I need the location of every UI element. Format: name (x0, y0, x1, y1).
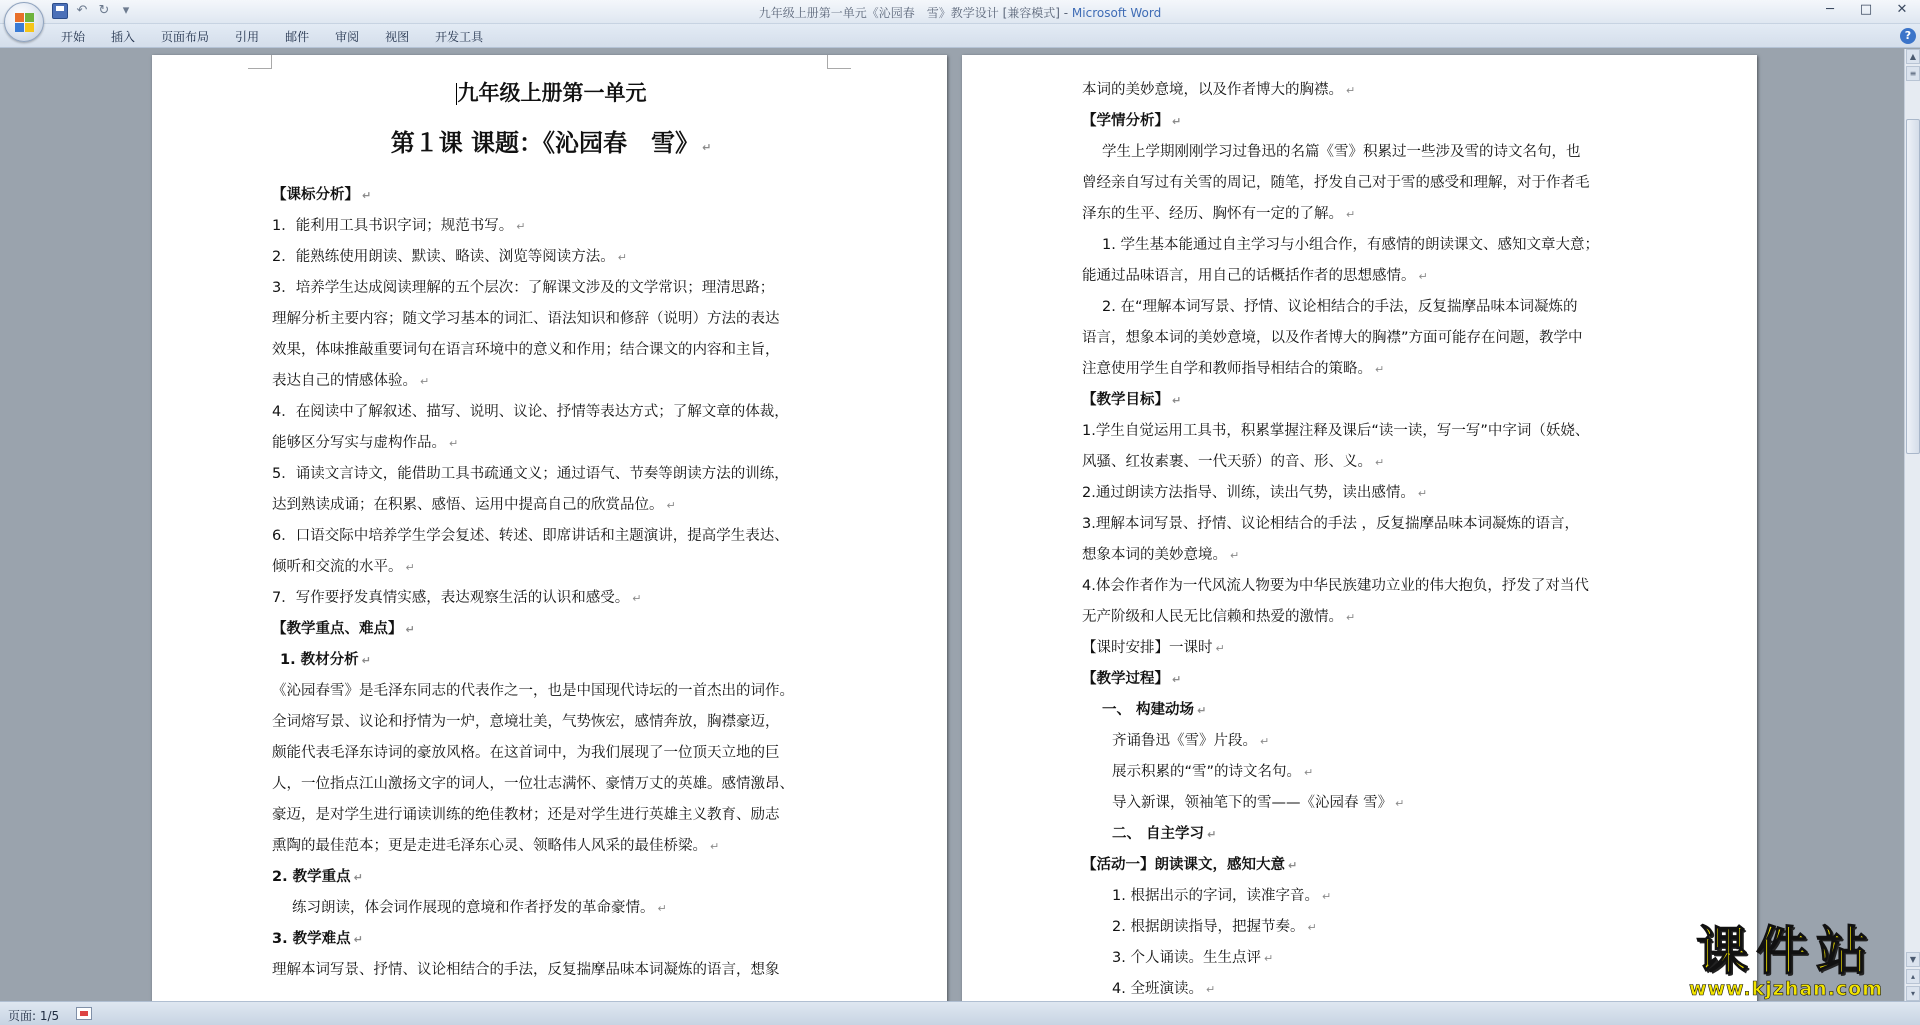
maximize-button[interactable]: □ (1859, 2, 1873, 17)
paragraph: 1.学生自觉运用工具书，积累掌握注释及课后“读一读，写一写”中字词（妖娆、 (1082, 423, 1590, 439)
lesson-title: 第１课 课题：《沁园春 雪》 ↵ (390, 129, 712, 157)
vertical-scrollbar[interactable] (1904, 49, 1920, 1001)
window-title (0, 4, 1920, 21)
paragraph: 注意使用学生自学和教师指导相结合的策略。 ↵ (1082, 361, 1385, 377)
paragraph: 表达自己的情感体验。 ↵ (272, 373, 430, 389)
subheading: 2. 教学重点 ↵ (272, 869, 363, 885)
quick-access-toolbar (52, 3, 134, 19)
paragraph: 1. 学生基本能通过自主学习与小组合作，有感情的朗读课文、感知文章大意； (1102, 237, 1599, 253)
paragraph: 豪迈，是对学生进行诵读训练的绝佳教材；还是对学生进行英雄主义教育、励志 (272, 807, 780, 823)
watermark-url: www.kjzhan.com (1688, 978, 1884, 1000)
section-heading: 【学情分析】 ↵ (1082, 113, 1182, 129)
margin-corner (827, 55, 851, 69)
window-controls (1812, 0, 1920, 22)
tab-view[interactable]: 视图 (385, 30, 410, 44)
previous-page-icon[interactable]: ▴ (1906, 969, 1920, 984)
document-title: 九年级上册第一单元《沁园春 雪》教学设计 [兼容模式] - (758, 6, 1072, 20)
paragraph: 语言，想象本词的美妙意境，以及作者博大的胸襟”方面可能存在问题，教学中 (1082, 330, 1583, 346)
paragraph: 【课时安排】一课时 ↵ (1082, 640, 1225, 656)
paragraph: 1．能利用工具书识字词；规范书写。 ↵ (272, 218, 526, 234)
save-icon[interactable] (52, 3, 68, 19)
paragraph: 2. 在“理解本词写景、抒情、议论相结合的手法，反复揣摩品味本词凝炼的 (1102, 299, 1578, 315)
paragraph: 熏陶的最佳范本；更是走进毛泽东心灵、领略伟人风采的最佳桥梁。 ↵ (272, 838, 720, 854)
redo-icon[interactable]: ↻ (98, 3, 110, 18)
paragraph: 1. 根据出示的字词，读准字音。 ↵ (1112, 888, 1332, 904)
paragraph: 颇能代表毛泽东诗词的豪放风格。在这首词中，为我们展现了一位顶天立地的巨 (272, 745, 780, 761)
paragraph: 2.通过朗读方法指导、训练，读出气势，读出感情。 ↵ (1082, 485, 1428, 501)
help-icon[interactable]: ? (1900, 28, 1916, 44)
page-indicator[interactable]: 页面: 1/5 (8, 1009, 60, 1023)
tab-mailings[interactable]: 邮件 (285, 30, 310, 44)
undo-icon[interactable]: ↶ (76, 3, 88, 18)
paragraph: 3. 个人诵读。生生点评 ↵ (1112, 950, 1274, 966)
paragraph: 人，一位指点江山激扬文字的词人，一位壮志满怀、豪情万丈的英雄。感情激昂、 (272, 776, 794, 792)
office-button[interactable] (4, 2, 44, 42)
paragraph: 2．能熟练使用朗读、默读、略读、浏览等阅读方法。 ↵ (272, 249, 627, 265)
watermark-main: 课件站 (1695, 922, 1876, 982)
page-1[interactable] (152, 55, 947, 1001)
paragraph: 达到熟读成诵；在积累、感悟、运用中提高自己的欣赏品位。 ↵ (272, 497, 676, 513)
section-heading: 【教学过程】 ↵ (1082, 671, 1182, 687)
paragraph: 无产阶级和人民无比信赖和热爱的激情。 ↵ (1082, 609, 1356, 625)
tab-references[interactable]: 引用 (235, 30, 260, 44)
section-heading: 【课标分析】 ↵ (272, 187, 372, 203)
subheading: 1. 教材分析 ↵ (280, 652, 371, 668)
scroll-up-icon[interactable]: ▲ (1906, 49, 1920, 64)
page-content[interactable] (272, 69, 830, 986)
paragraph: 齐诵鲁迅《雪》片段。 ↵ (1112, 733, 1270, 749)
paragraph: 理解分析主要内容；随文学习基本的词汇、语法知识和修辞（说明）方法的表达 (272, 311, 780, 327)
paragraph: 2. 根据朗读指导，把握节奏。 ↵ (1112, 919, 1317, 935)
office-logo-icon (15, 13, 35, 33)
paragraph: 能通过品味语言，用自己的话概括作者的思想感情。 ↵ (1082, 268, 1428, 284)
app-name: Microsoft Word (1071, 6, 1162, 20)
watermark-logo (1668, 924, 1904, 998)
minimize-button[interactable]: ─ (1826, 2, 1834, 17)
paragraph: 7．写作要抒发真情实感，表达观察生活的认识和感受。 ↵ (272, 590, 642, 606)
activity-heading: 【活动一】朗读课文，感知大意 ↵ (1082, 857, 1298, 873)
paragraph: 练习朗读，体会词作展现的意境和作者抒发的革命豪情。 ↵ (292, 900, 667, 916)
paragraph: 4.体会作者作为一代风流人物要为中华民族建功立业的伟大抱负，抒发了对当代 (1082, 578, 1589, 594)
next-page-icon[interactable]: ▾ (1906, 986, 1920, 1001)
tab-insert[interactable]: 插入 (111, 30, 136, 44)
scroll-down-icon[interactable]: ▼ (1906, 952, 1920, 967)
paragraph: 曾经亲自写过有关雪的周记，随笔，抒发自己对于雪的感受和理解，对于作者毛 (1082, 175, 1590, 191)
text-cursor (456, 83, 457, 105)
status-bar (0, 1001, 1920, 1025)
paragraph: 3．培养学生达成阅读理解的五个层次：了解课文涉及的文学常识；理清思路； (272, 280, 775, 296)
paragraph: 3.理解本词写景、抒情、议论相结合的手法 ，反复揣摩品味本词凝炼的语言， (1082, 516, 1579, 532)
paragraph: 泽东的生平、经历、胸怀有一定的了解。 ↵ (1082, 206, 1356, 222)
ribbon-tabs (0, 24, 1920, 48)
paragraph: 展示积累的“雪”的诗文名句。 ↵ (1112, 764, 1314, 780)
doc-heading: 九年级上册第一单元 (457, 81, 647, 105)
customize-qat-icon[interactable]: ▾ (122, 3, 130, 18)
paragraph: 6．口语交际中培养学生学会复述、转述、即席讲话和主题演讲，提高学生表达、 (272, 528, 789, 544)
paragraph: 能够区分写实与虚构作品。 ↵ (272, 435, 459, 451)
paragraph: 《沁园春雪》是毛泽东同志的代表作之一，也是中国现代诗坛的一首杰出的词作。 (272, 683, 794, 699)
section-heading: 【教学目标】 ↵ (1082, 392, 1182, 408)
paragraph: 倾听和交流的水平。 ↵ (272, 559, 415, 575)
paragraph: 学生上学期刚刚学习过鲁迅的名篇《雪》积累过一些涉及雪的诗文名句，也 (1102, 144, 1581, 160)
tab-page-layout[interactable]: 页面布局 (161, 30, 210, 44)
paragraph: 风骚、红妆素裹、一代天骄）的音、形、义。 ↵ (1082, 454, 1385, 470)
title-bar (0, 0, 1920, 24)
step-heading: 二、 自主学习 ↵ (1112, 826, 1217, 842)
step-heading: 一、 构建动场 ↵ (1102, 702, 1207, 718)
proofing-status-icon[interactable] (76, 1007, 92, 1020)
scroll-thumb[interactable] (1906, 119, 1920, 454)
ruler-toggle-icon[interactable]: ≡ (1906, 66, 1920, 81)
section-heading: 【教学重点、难点】 ↵ (272, 621, 415, 637)
paragraph: 理解本词写景、抒情、议论相结合的手法，反复揣摩品味本词凝炼的语言，想象 (272, 962, 780, 978)
page-content[interactable] (1082, 75, 1642, 1001)
tab-review[interactable]: 审阅 (335, 30, 360, 44)
close-button[interactable]: ✕ (1896, 2, 1908, 17)
document-area[interactable] (0, 49, 1904, 1001)
paragraph: 全词熔写景、议论和抒情为一炉，意境壮美，气势恢宏，感情奔放，胸襟豪迈， (272, 714, 780, 730)
paragraph: 想象本词的美妙意境。 ↵ (1082, 547, 1240, 563)
subheading: 3. 教学难点 ↵ (272, 931, 363, 947)
paragraph: 4．在阅读中了解叙述、描写、说明、议论、抒情等表达方式；了解文章的体裁， (272, 404, 789, 420)
paragraph: 5．诵读文言诗文，能借助工具书疏通文义；通过语气、节奏等朗读方法的训练， (272, 466, 789, 482)
paragraph: 导入新课，领袖笔下的雪——《沁园春 雪》 ↵ (1112, 795, 1405, 811)
paragraph: 4. 全班演读。 ↵ (1112, 981, 1216, 997)
paragraph: 本词的美妙意境，以及作者博大的胸襟。 ↵ (1082, 82, 1356, 98)
tab-developer[interactable]: 开发工具 (435, 30, 484, 44)
paragraph: 效果，体味推敲重要词句在语言环境中的意义和作用；结合课文的内容和主旨， (272, 342, 780, 358)
margin-corner (248, 55, 272, 69)
tab-home[interactable]: 开始 (61, 30, 86, 44)
page-2[interactable] (962, 55, 1757, 1001)
